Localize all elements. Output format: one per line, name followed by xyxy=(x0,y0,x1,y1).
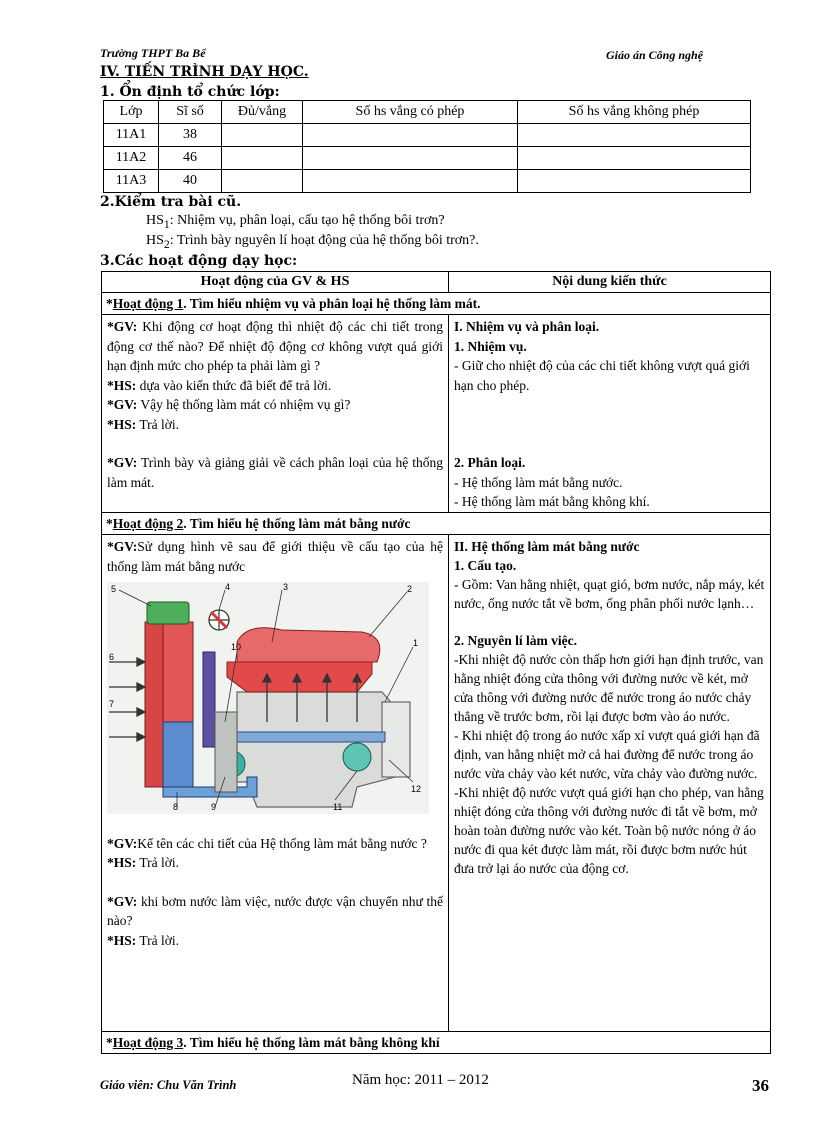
flywheel-shape xyxy=(382,702,410,777)
belt-shape xyxy=(215,712,237,792)
activities-table xyxy=(101,271,771,1054)
th-siso: Sĩ số xyxy=(159,101,222,124)
section-title: IV. TIẾN TRÌNH DẠY HỌC. xyxy=(100,64,309,80)
activity-2-title: *Hoạt động 2. Tìm hiểu hệ thống làm mát bằng nước xyxy=(102,513,771,535)
hot-jacket-shape xyxy=(227,662,372,692)
engine-cooling-svg xyxy=(107,582,429,814)
doc-type: Giáo án Công nghệ xyxy=(606,48,704,62)
diagram-label: 6 xyxy=(109,652,115,662)
col-header-content: Nội dung kiến thức xyxy=(449,272,771,293)
s1-title: 1. Ổn định tổ chức lớp: xyxy=(100,84,280,100)
activity-3-title: *Hoạt động 3. Tìm hiểu hệ thống làm mát bằng không khí xyxy=(102,1032,771,1054)
oil-cooler-shape xyxy=(343,743,371,771)
diagram-label: 1 xyxy=(413,638,419,648)
activity-1-left: *GV: Khi động cơ hoạt động thì nhiệt độ các chi tiết trong động cơ thế nào? Để nhiệt độ động cơ không vượt quá giới hạn định mức cho phép ta phải làm gì ? *HS: dựa vào kiến thức đã biết để trả lời. *GV: Vậy hệ thống làm mát có nhiệm vụ gì? *HS: Trả lời. *GV: Trình bày và giảng giải về cách phân loại của hệ thống làm mát. xyxy=(102,315,449,513)
diagram-label: 3 xyxy=(283,582,289,592)
cell-class: 11A2 xyxy=(104,147,159,170)
s2-title: 2.Kiểm tra bài cũ. xyxy=(100,194,242,210)
cooling-system-diagram xyxy=(107,582,443,820)
activity-1-right: I. Nhiệm vụ và phân loại. 1. Nhiệm vụ. - Giữ cho nhiệt độ của các chi tiết không vượt quá giới hạn cho phép. 2. Phân loại. - Hệ thống làm mát bằng nước. - Hệ thống làm mát bằng không khí. xyxy=(449,315,771,513)
radiator-cap-shape xyxy=(147,602,189,624)
diagram-label: 2 xyxy=(407,584,413,594)
diagram-label: 11 xyxy=(333,802,343,812)
th-vang-co-phep: Số hs vắng có phép xyxy=(303,101,518,124)
school-name: Trường THPT Ba Bể xyxy=(100,46,206,60)
activity-1-title: *Hoạt động 1. Tìm hiểu nhiệm vụ và phân loại hệ thống làm mát. xyxy=(102,293,771,315)
table-row xyxy=(104,124,751,147)
page-number: 36 xyxy=(752,1076,769,1095)
hs1-question: $HS_1$: Nhiệm vụ, phân loại, cấu tạo hệ thống bôi trơn? xyxy=(146,213,445,231)
s3-title: 3.Các hoạt động dạy học: xyxy=(100,253,298,269)
activity-2-left: *GV:Sử dụng hình vẽ sau để giới thiệu về cấu tạo của hệ thống làm mát bằng nước 5 4 3 2 1 6 7 8 9 10 11 12 *GV:Kể tên các chi tiết của Hệ thống làm mát bằng nước ? *HS: Trả lời. *GV: khi bơm nước làm việc, nước được vận chuyển như thế nào? *HS: Trả lời. xyxy=(102,535,449,1032)
cell-count: 40 xyxy=(159,170,222,193)
table-row xyxy=(104,147,751,170)
class-table xyxy=(103,100,751,193)
radiator-left-shape xyxy=(145,622,163,787)
upper-hose-shape xyxy=(237,628,380,662)
diagram-label: 9 xyxy=(211,802,217,812)
radiator-bottom-shape xyxy=(163,722,193,787)
cell-count: 46 xyxy=(159,147,222,170)
th-vang-khong-phep: Số hs vắng không phép xyxy=(518,101,751,124)
cell-count: 38 xyxy=(159,124,222,147)
footer-year: Năm học: 2011 – 2012 xyxy=(352,1072,489,1088)
diagram-label: 10 xyxy=(231,642,242,652)
activity-2-right: II. Hệ thống làm mát bằng nước 1. Cấu tạo. - Gồm: Van hằng nhiệt, quạt gió, bơm nước, nắp máy, két nước, ống nước tắt về bơm, ống phân phối nước lạnh… 2. Nguyên lí làm việc. -Khi nhiệt độ nước còn thấp hơn giới hạn định trước, van hằng nhiệt đóng cửa thông với đường nước về két, mở cửa thông với đường nước để nước trong áo nước chảy thẳng về trước bơm, rồi lại được bơm vào áo nước. - Khi nhiệt độ trong áo nước xấp xỉ vượt quá giới hạn đã định, van hằng nhiệt mở cả hai đường để nước trong áo nước vừa chảy vào két nước, vừa chảy vào đường nước. -Khi nhiệt độ nước vượt quá giới hạn cho phép, van hằng nhiệt đóng cửa thông với đường nước đi tắt về bơm, mở hoàn toàn đường nước vào két. Toàn bộ nước nóng ở áo nước đi qua két được làm mát, rồi được bơm nước hút đưa trở lại áo nước của động cơ. xyxy=(449,535,771,1032)
th-lop: Lớp xyxy=(104,101,159,124)
footer-teacher: Giáo viên: Chu Văn Trình xyxy=(100,1078,237,1092)
cell-class: 11A1 xyxy=(104,124,159,147)
diagram-label: 8 xyxy=(173,802,179,812)
radiator-top-shape xyxy=(163,622,193,722)
table-row xyxy=(104,170,751,193)
diagram-label: 5 xyxy=(111,584,117,594)
hs2-question: $HS_2$: Trình bày nguyên lí hoạt động của hệ thống bôi trơn?. xyxy=(146,233,479,251)
diagram-label: 7 xyxy=(109,699,115,709)
cold-pipe-shape xyxy=(235,732,385,742)
diagram-label: 4 xyxy=(225,582,231,592)
th-duvang: Đủ/vắng xyxy=(222,101,303,124)
diagram-label: 12 xyxy=(411,784,422,794)
fan-shape xyxy=(203,652,215,747)
col-header-activities: Hoạt động của GV & HS xyxy=(102,272,449,293)
cell-class: 11A3 xyxy=(104,170,159,193)
